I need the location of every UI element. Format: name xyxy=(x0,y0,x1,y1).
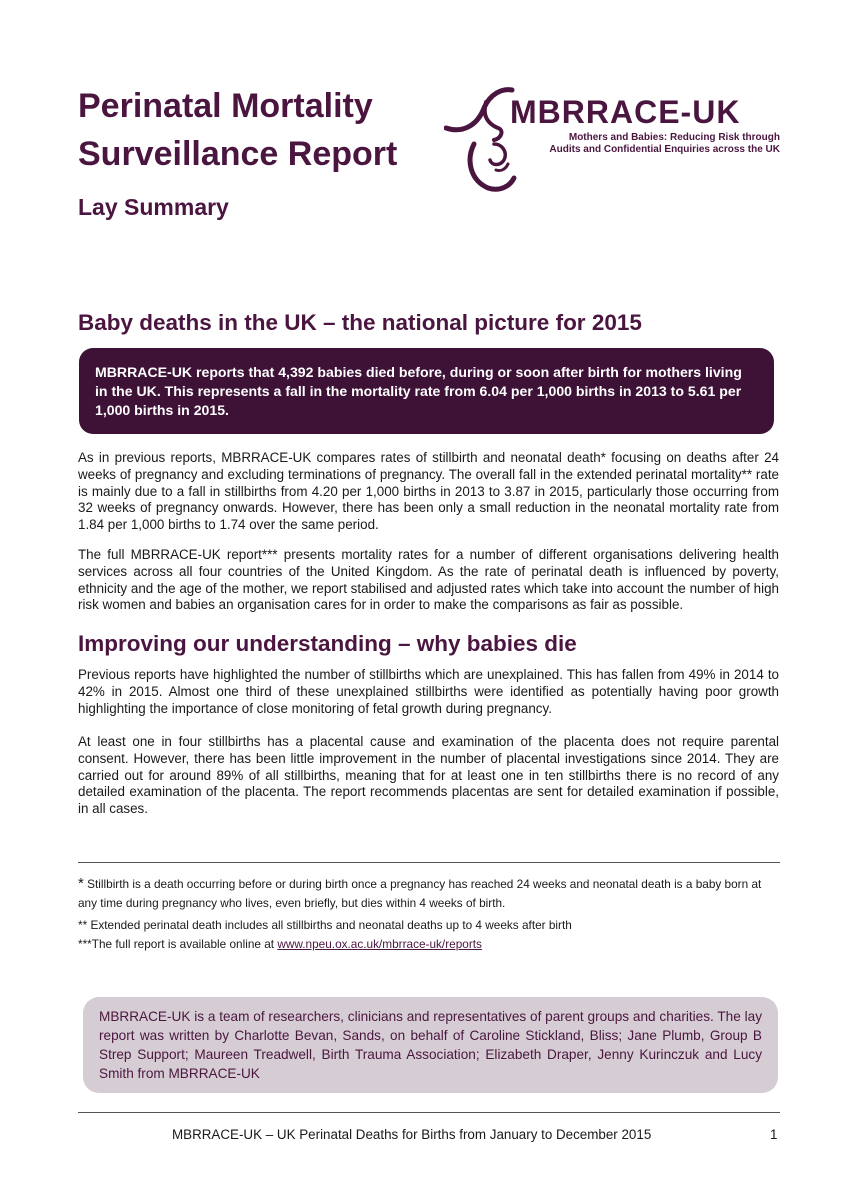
section-heading-understanding: Improving our understanding – why babies die xyxy=(78,631,577,656)
logo-name: MBRRACE-UK xyxy=(510,94,741,130)
team-info-box xyxy=(83,997,778,1093)
page-title xyxy=(78,82,397,178)
paragraph-unexplained-stillbirths: Previous reports have highlighted the number of stillbirths which are unexplained. This has fallen from 49% in 2014 to 42% in 2015. Almost one third of these unexplained stillbirths were identified as potentially having poor growth highlighting the importance of close monitoring of fetal growth during pregnancy. xyxy=(78,667,779,716)
footer-divider xyxy=(78,1112,780,1113)
footnote-marker: * xyxy=(78,875,84,892)
team-info-text: MBRRACE-UK is a team of researchers, clinicians and representatives of parent groups and charities. The lay report was written by Charlotte Bevan, Sands, on behalf of Caroline Stickland, Bliss; Jane Plumb, Group B Strep Support; Maureen Treadwell, Birth Trauma Association; Elizabeth Draper, Jenny Kurinczuk and Lucy Smith from MBRRACE-UK xyxy=(99,1009,762,1081)
logo-tagline xyxy=(536,132,780,156)
paragraph-full-report: The full MBRRACE-UK report*** presents mortality rates for a number of different organisations delivering health services across all four countries of the United Kingdom. As the rate of perinatal death is influenced by poverty, ethnicity and the age of the mother, we report stabilised and adjusted rates which take into account the number of high risk women and babies an organisation cares for in order to make the comparisons as fair as possible. xyxy=(78,547,779,613)
paragraph-stillbirth-rates: As in previous reports, MBRRACE-UK compares rates of stillbirth and neonatal death* focusing on deaths after 24 weeks of pregnancy and excluding terminations of pregnancy. The overall fall in the extended perinatal mortality** rate is mainly due to a fall in stillbirths from 4.20 per 1,000 births in 2013 to 3.87 in 2015, particularly those occurring from 32 weeks of pregnancy onwards. However, there has been only a small reduction in the neonatal mortality rate from 1.84 per 1,000 births to 1.74 over the same period. xyxy=(78,450,779,533)
footer-text: MBRRACE-UK – UK Perinatal Deaths for Births from January to December 2015 xyxy=(172,1127,652,1142)
page-title-line-2: Surveillance Report xyxy=(78,135,398,173)
page-number: 1 xyxy=(770,1127,778,1142)
footnote-full-report xyxy=(78,935,778,954)
footnote-extended-perinatal: ** Extended perinatal death includes all stillbirths and neonatal deaths up to 4 weeks after birth xyxy=(78,918,572,932)
page-title-line-1: Perinatal Mortality xyxy=(78,87,373,125)
paragraph-placental-examination: At least one in four stillbirths has a placental cause and examination of the placenta does not require parental consent. However, there has been little improvement in the number of placental investigations since 2014. They are carried out for around 89% of all stillbirths, meaning that for at least one in ten stillbirths there is no record of any detailed examination of the placenta. The report recommends placentas are sent for detailed examination if possible, in all cases. xyxy=(78,734,779,817)
key-findings-text: MBRRACE-UK reports that 4,392 babies died before, during or soon after birth for mothers living in the UK. This represents a fall in the mortality rate from 6.04 per 1,000 births in 2013 to 5.61 per 1,000 births in 2015. xyxy=(95,364,742,418)
footnote-divider xyxy=(78,862,780,863)
report-link[interactable]: www.npeu.ox.ac.uk/mbrrace-uk/reports xyxy=(277,937,482,951)
mbrrace-logo xyxy=(444,82,784,194)
footnote-stillbirth-text: Stillbirth is a death occurring before or during birth once a pregnancy has reached 24 weeks and neonatal death is a baby born at any time during pregnancy who lives, even briefly, but dies within 4 weeks of birth. xyxy=(78,877,762,910)
logo-tagline-line-1: Mothers and Babies: Reducing Risk through xyxy=(568,132,780,143)
key-findings-box xyxy=(79,348,774,434)
footnote-stillbirth-definition xyxy=(78,874,778,913)
footnote-full-report-text: ***The full report is available online at xyxy=(78,937,278,951)
page-subtitle: Lay Summary xyxy=(78,194,229,220)
logo-tagline-line-2: Audits and Confidential Enquiries across the UK xyxy=(549,144,780,155)
section-heading-national-picture: Baby deaths in the UK – the national picture for 2015 xyxy=(78,310,642,335)
